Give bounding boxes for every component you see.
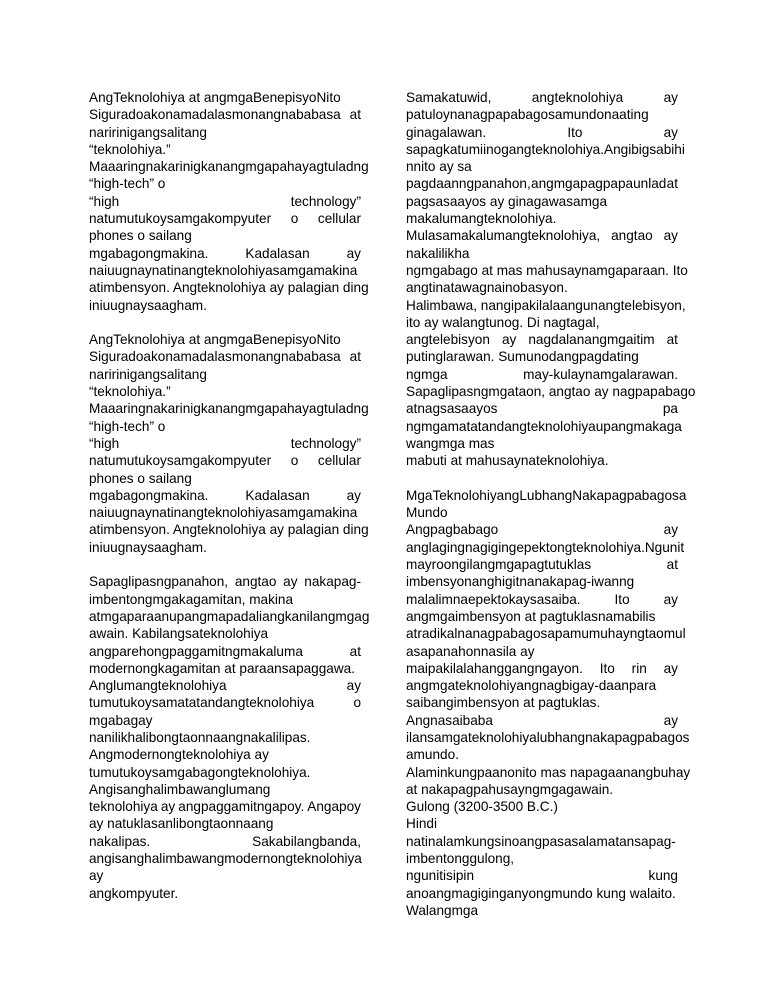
text-word: ay	[160, 799, 176, 815]
text-word: mayroongilangmgapagtutuklas	[406, 557, 592, 573]
text-line: angisanghalimbawangmodernongteknolohiya	[89, 851, 362, 867]
text-line: naiuugnaynatinangteknolohiyasamgamakina	[89, 505, 358, 521]
paragraph-gap	[89, 314, 361, 331]
text-word: at	[349, 643, 361, 659]
text-line: AngTeknolohiya at angmgaBenepisyoNito	[89, 90, 341, 105]
text-line	[406, 660, 678, 677]
text-line: Mundo	[406, 505, 448, 521]
text-word: ay	[501, 332, 517, 348]
text-line	[89, 573, 361, 590]
text-line	[89, 643, 361, 660]
text-word: nakapag-	[304, 574, 361, 590]
text-word: cellular	[317, 453, 361, 469]
text-word: Angapoy	[307, 799, 361, 815]
text-word: ginagalawan.	[406, 124, 487, 140]
text-word: “high	[89, 193, 120, 209]
text-word: pagdaanngpanahon,	[406, 176, 531, 192]
text-line: imbentonggulong,	[406, 851, 515, 867]
text-line	[89, 193, 361, 210]
text-word: angtao	[611, 228, 653, 244]
text-word: Mulasamakalumangteknolohiya,	[406, 228, 601, 244]
text-word: teknolohiya	[89, 799, 158, 815]
text-word: at	[349, 107, 361, 123]
text-line	[89, 833, 361, 850]
text-word: Siguradoakonamadalasmonangnababasa	[89, 349, 341, 365]
text-line: wangmga mas	[406, 435, 495, 451]
text-word: ngunitisipin	[406, 868, 475, 884]
text-line	[89, 677, 361, 694]
text-word: Ito	[614, 591, 630, 607]
text-line: MgaTeknolohiyangLubhangNakapagpabagosa	[406, 487, 687, 503]
text-line: Alaminkungpaanonito mas napagaanangbuhay	[406, 764, 691, 780]
text-line: angkompyuter.	[89, 885, 179, 901]
text-line	[406, 521, 678, 538]
text-word: angtelebisyon	[406, 332, 490, 348]
text-word: malalimnaepektokaysasaiba.	[406, 591, 581, 607]
text-line: imbentongmgakagamitan, makina	[89, 591, 294, 607]
text-line: ay natuklasanlibongtaonnaang	[89, 816, 274, 832]
text-line: angtinatawagnainobasyon.	[406, 280, 568, 296]
text-word: o	[353, 695, 361, 711]
text-word: ay	[346, 487, 361, 503]
text-line	[406, 227, 678, 244]
text-word: at	[666, 176, 678, 192]
text-word: Sakabilangbanda,	[252, 833, 361, 849]
text-line	[89, 694, 361, 711]
text-line: “high-tech” o	[89, 176, 166, 192]
text-line: Angmodernongteknolohiya ay	[89, 747, 269, 763]
text-line: patuloynanagpapabagosamundonaating	[406, 107, 649, 123]
text-word: cellular	[317, 211, 361, 227]
text-line: iniuugnaysaagham.	[89, 539, 207, 555]
text-line: AngTeknolohiya at angmgaBenepisyoNito	[89, 332, 341, 348]
text-word: pa	[662, 401, 678, 417]
text-line: iniuugnaysaagham.	[89, 297, 207, 313]
text-line	[406, 400, 678, 417]
text-line	[89, 210, 361, 227]
text-word: Siguradoakonamadalasmonangnababasa	[89, 107, 341, 123]
text-line	[89, 452, 361, 469]
text-line	[89, 245, 361, 262]
text-word: mgabagongmakina.	[89, 245, 209, 261]
text-word: tumutukoysamatatandangteknolohiya	[89, 695, 315, 711]
text-line: naiuugnaynatinangteknolohiyasamgamakina	[89, 262, 358, 278]
text-line: ngmgabago at mas mahusaynamgaparaan. Ito	[406, 262, 688, 278]
text-line: Gulong (3200-3500 B.C.)	[406, 799, 558, 815]
text-line: natinalamkungsinoangpasasalamatansapag-	[406, 833, 676, 849]
text-word: kung	[648, 868, 678, 884]
text-word: o	[290, 453, 299, 469]
text-line: saibangimbensyon at pagtuklas.	[406, 695, 601, 711]
text-line	[89, 348, 361, 365]
text-line: “teknolohiya.”	[89, 141, 171, 157]
text-line: Angisanghalimbawanglumang	[89, 781, 271, 797]
text-line	[89, 487, 361, 504]
text-line	[406, 712, 678, 729]
text-line: naririnigangsalitang	[89, 366, 207, 382]
text-line: tumutukoysamgabagongteknolohiya.	[89, 764, 311, 780]
text-line: awain. Kabilangsateknolohiya	[89, 626, 269, 642]
text-word: maipakilalahanggangngayon.	[406, 660, 583, 676]
text-word: technology”	[290, 193, 361, 209]
text-word: Samakatuwid,	[406, 90, 492, 105]
text-line: atradikalnanagpabagosapamumuhayngtaomul	[406, 626, 686, 642]
text-line: ngmgamatatandangteknolohiyaupangmakaga	[406, 418, 682, 434]
text-line: phones o sailang	[89, 470, 192, 486]
text-line: angmgaimbensyon at pagtuklasnamabilis	[406, 608, 656, 624]
text-line: nakalilikha	[406, 245, 470, 261]
text-line: Maaaringnakarinigkanangmgapahayagtuladng	[89, 401, 369, 417]
text-line: anglagingnagigingepektongteknolohiya.Ngunit	[406, 539, 685, 555]
text-word: ay	[663, 228, 678, 244]
text-word: mgabagongmakina.	[89, 487, 209, 503]
text-line: makalumangteknolohiya.	[406, 211, 557, 227]
text-word: angtao	[234, 574, 277, 590]
text-line: “teknolohiya.”	[89, 384, 171, 400]
text-word: natumutukoysamgakompyuter	[89, 211, 272, 227]
text-line: angmgateknolohiyangnagbigay-daanpara	[406, 678, 657, 694]
text-word: technology”	[290, 435, 361, 451]
paragraph-gap	[89, 556, 361, 573]
text-line: “high-tech” o	[89, 418, 166, 434]
text-word: ay	[663, 712, 678, 728]
text-line: Halimbawa, nangipakilalaangunangtelebisyon,	[406, 297, 686, 313]
left-column	[89, 89, 370, 902]
text-line: mgabagay	[89, 712, 153, 728]
text-word: angpaggamitngapoy.	[178, 799, 305, 815]
text-word: rin	[631, 660, 647, 676]
text-word: at	[349, 349, 361, 365]
text-word: ay	[663, 660, 678, 676]
text-line	[406, 175, 678, 192]
text-word: Kadalasan	[245, 487, 310, 503]
text-line: ito ay walangtunog. Di nagtagal,	[406, 314, 600, 330]
text-line: amundo.	[406, 747, 459, 763]
text-word: Sapaglipasngpanahon,	[89, 574, 229, 590]
text-word: ay	[346, 245, 361, 261]
text-word: Kadalasan	[245, 245, 310, 261]
text-line: Sapaglipasngmgataon, angtao ay nagpapabago	[406, 384, 696, 400]
text-line: naririnigangsalitang	[89, 124, 207, 140]
text-line: at nakapagpahusayngmgagawain.	[406, 781, 614, 797]
text-line: ilansamgateknolohiyalubhangnakapagpabagos	[406, 729, 690, 745]
text-word: may-kulaynamgalarawan.	[523, 366, 678, 382]
text-line	[406, 124, 678, 141]
text-line: Walangmga	[406, 902, 479, 918]
text-word: “high	[89, 435, 120, 451]
text-word: at	[666, 557, 678, 573]
text-word: o	[290, 211, 299, 227]
text-word: at	[666, 332, 678, 348]
text-line: phones o sailang	[89, 228, 192, 244]
text-word: nakalipas.	[89, 833, 151, 849]
text-word: angmgapagpapaunlad	[531, 176, 667, 192]
text-line: asapanahonnasila ay	[406, 643, 535, 659]
text-word: ay	[663, 522, 678, 538]
text-word: angteknolohiya	[531, 90, 624, 105]
text-line: modernongkagamitan at paraansapaggawa.	[89, 660, 356, 676]
text-line: Hindi	[406, 816, 437, 832]
text-line: putinglarawan. Sumunodangpagdating	[406, 349, 639, 365]
text-line: imbensyonanghigitnanakapag-iwanng	[406, 574, 635, 590]
text-line: pagsasaayos ay ginagawasamga	[406, 193, 608, 209]
text-line: ay	[89, 868, 104, 884]
text-word: Anglumangteknolohiya	[89, 678, 227, 694]
text-word: nagdalanangmgaitim	[528, 332, 655, 348]
text-line	[406, 591, 678, 608]
text-line	[89, 106, 361, 123]
text-word: ngmga	[406, 366, 448, 382]
text-line: nnito ay sa	[406, 159, 472, 175]
text-line: mabuti at mahusaynateknolohiya.	[406, 453, 609, 469]
text-line: anoangmagiginganyongmundo kung walaito.	[406, 885, 676, 901]
text-word: ay	[663, 124, 678, 140]
text-line	[406, 331, 678, 348]
text-word: angparehongpaggamitngmakaluma	[89, 643, 303, 659]
text-line: sapagkatumiinogangteknolohiya.Angibigsabihi	[406, 141, 685, 157]
text-word: ay	[663, 90, 678, 105]
text-line	[89, 798, 361, 815]
text-word: Ito	[567, 124, 583, 140]
text-line: Maaaringnakarinigkanangmgapahayagtuladng	[89, 159, 369, 175]
text-word: ay	[283, 574, 298, 590]
right-column	[406, 89, 696, 919]
text-line	[406, 366, 678, 383]
text-word: ay	[663, 591, 678, 607]
text-line	[89, 435, 361, 452]
text-line: atimbensyon. Angteknolohiya ay palagian ding	[89, 280, 369, 296]
text-word: Angnasaibaba	[406, 712, 493, 728]
text-line	[406, 89, 678, 106]
text-word: natumutukoysamgakompyuter	[89, 453, 272, 469]
text-word: ay	[346, 678, 361, 694]
text-line	[406, 556, 678, 573]
text-word: Angpagbabago	[406, 522, 499, 538]
text-word: Ito	[599, 660, 615, 676]
text-line	[406, 867, 678, 884]
paragraph-gap	[406, 470, 678, 487]
text-line: atimbensyon. Angteknolohiya ay palagian ding	[89, 522, 369, 538]
text-word: atnagsasaayos	[406, 401, 498, 417]
text-line: atmgaparaanupangmapadaliangkanilangmgag	[89, 608, 370, 624]
text-line: nanilikhalibongtaonnaangnakalilipas.	[89, 729, 311, 745]
